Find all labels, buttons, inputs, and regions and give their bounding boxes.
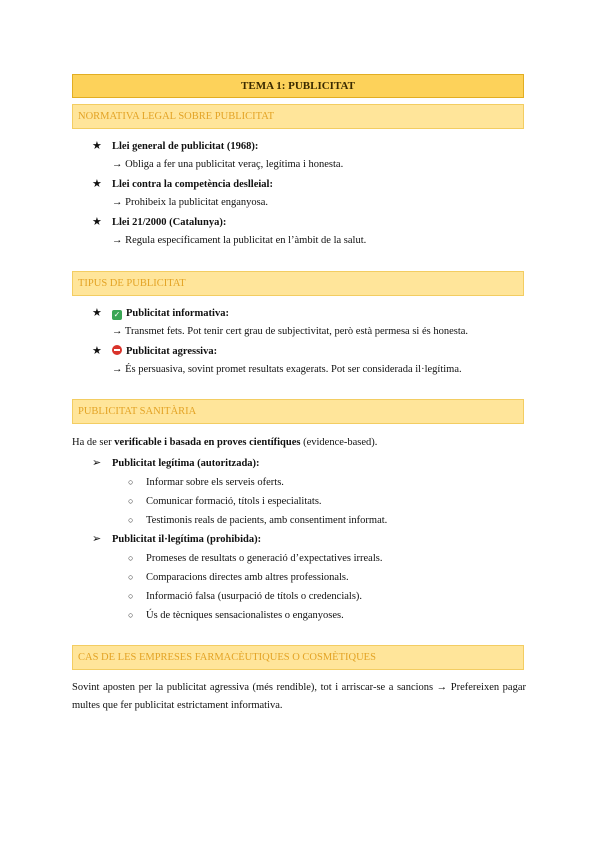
type-description: → Transmet fets. Pot tenir cert grau de subjectivitat, però està permesa si és honesta. <box>112 326 469 337</box>
circle-bullet-icon: ○ <box>128 572 134 582</box>
law-label: Llei general de publicitat (1968): <box>112 141 259 152</box>
check-icon: ✓ <box>113 310 121 319</box>
list-item-text: Comparacions directes amb altres professionals. <box>146 572 349 583</box>
intro-text: Ha de ser <box>72 437 115 448</box>
list-item-text: Comunicar formació, títols i especialitats. <box>146 496 322 507</box>
list-item <box>92 215 226 230</box>
arrow-icon: ➢ <box>92 533 102 545</box>
type-description: → És persuasiva, sovint promet resultats exagerats. Pot ser considerada il·legítima. <box>112 364 462 375</box>
intro-emphasis: verificable i basada en proves científiques <box>114 437 301 448</box>
type-label: Publicitat informativa: <box>126 308 229 319</box>
star-icon: ★ <box>92 307 102 319</box>
law-label: Llei 21/2000 (Catalunya): <box>112 217 227 228</box>
section-heading-sanitaria: PUBLICITAT SANITÀRIA <box>72 399 524 424</box>
section-heading-farmaceutiques: CAS DE LES EMPRESES FARMACÈUTIQUES O COSMÈTIQUES <box>72 645 524 670</box>
law-description: → Obliga a fer una publicitat veraç, legítima i honesta. <box>112 159 344 170</box>
list-item-text: Informar sobre els serveis oferts. <box>146 477 284 488</box>
circle-bullet-icon: ○ <box>128 610 134 620</box>
type-label: Publicitat agressiva: <box>126 346 218 357</box>
star-icon: ★ <box>92 216 102 228</box>
section-heading-normativa: NORMATIVA LEGAL SOBRE PUBLICITAT <box>72 104 524 129</box>
list-item-text: Promeses de resultats o generació d’expectatives irreals. <box>146 553 383 564</box>
arrow-icon: ➢ <box>92 457 102 469</box>
list-item <box>92 456 260 471</box>
star-icon: ★ <box>92 140 102 152</box>
farmaceutiques-paragraph: Sovint aposten per la publicitat agressiva (més rendible), tot i arriscar-se a sancions → Prefereixen pagar multes que fer publicitat estrictament informativa. <box>72 682 526 711</box>
list-item <box>92 306 229 321</box>
circle-bullet-icon: ○ <box>128 496 134 506</box>
circle-bullet-icon: ○ <box>128 553 134 563</box>
list-item <box>128 570 349 585</box>
law-description: → Prohibeix la publicitat enganyosa. <box>112 197 269 208</box>
list-item <box>128 589 362 604</box>
list-item <box>128 608 344 623</box>
list-item <box>128 494 322 509</box>
list-item <box>128 475 284 490</box>
list-item <box>92 139 258 154</box>
list-item-text: Ús de tècniques sensacionalistes o enganyoses. <box>146 610 344 621</box>
intro-text: (evidence-based). <box>300 437 378 448</box>
list-item <box>92 532 261 547</box>
circle-bullet-icon: ○ <box>128 515 134 525</box>
list-item <box>128 551 382 566</box>
circle-bullet-icon: ○ <box>128 477 134 487</box>
category-label: Publicitat legítima (autoritzada): <box>112 458 260 469</box>
sanitaria-intro <box>72 436 377 450</box>
law-label: Llei contra la competència deslleial: <box>112 179 273 190</box>
star-icon: ★ <box>92 178 102 190</box>
list-item <box>92 177 273 192</box>
list-item <box>128 513 387 528</box>
no-entry-icon <box>112 345 122 355</box>
section-heading-tipus: TIPUS DE PUBLICITAT <box>72 271 524 296</box>
star-icon: ★ <box>92 345 102 357</box>
law-description: → Regula específicament la publicitat en l’àmbit de la salut. <box>112 235 367 246</box>
page-title: TEMA 1: PUBLICITAT <box>72 74 524 98</box>
list-item <box>92 344 217 359</box>
circle-bullet-icon: ○ <box>128 591 134 601</box>
list-item-text: Informació falsa (usurpació de títols o credencials). <box>146 591 363 602</box>
list-item-text: Testimonis reals de pacients, amb consentiment informat. <box>146 515 388 526</box>
category-label: Publicitat il·legítima (prohibida): <box>112 534 262 545</box>
